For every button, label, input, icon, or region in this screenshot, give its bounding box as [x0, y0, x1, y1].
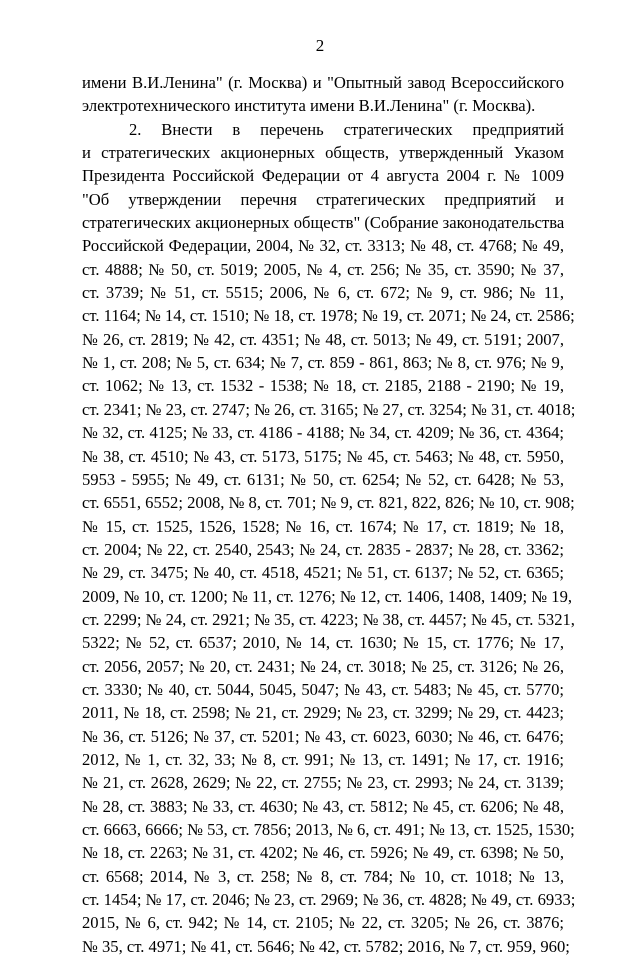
- text-line: ст. 3739; № 51, ст. 5515; 2006, № 6, ст. 672; № 9, ст. 986; № 11,: [82, 283, 564, 303]
- text-line: 5322; № 52, ст. 6537; 2010, № 14, ст. 1630; № 15, ст. 1776; № 17,: [82, 633, 564, 653]
- text-line: ст. 2341; № 23, ст. 2747; № 26, ст. 3165; № 27, ст. 3254; № 31, ст. 4018;: [82, 399, 576, 419]
- text-line: № 15, ст. 1525, 1526, 1528; № 16, ст. 1674; № 17, ст. 1819; № 18,: [82, 516, 564, 536]
- text-line: 2015, № 6, ст. 942; № 14, ст. 2105; № 22, ст. 3205; № 26, ст. 3876;: [82, 913, 564, 933]
- text-line: № 18, ст. 2263; № 31, ст. 4202; № 46, ст. 5926; № 49, ст. 6398; № 50,: [82, 843, 564, 863]
- text-line: ст. 6551, 6552; 2008, № 8, ст. 701; № 9, ст. 821, 822, 826; № 10, ст. 908;: [82, 493, 575, 513]
- text-line: ст. 1164; № 14, ст. 1510; № 18, ст. 1978; № 19, ст. 2071; № 24, ст. 2586;: [82, 306, 575, 326]
- text-line: ст. 2299; № 24, ст. 2921; № 35, ст. 4223; № 38, ст. 4457; № 45, ст. 5321,: [82, 609, 575, 629]
- text-line: ст. 6663, 6666; № 53, ст. 7856; 2013, № 6, ст. 491; № 13, ст. 1525, 1530;: [82, 820, 575, 839]
- text-line: стратегических акционерных обществ" (Собрание законодательства: [82, 213, 565, 233]
- text-line: № 32, ст. 4125; № 33, ст. 4186 - 4188; № 34, ст. 4209; № 36, ст. 4364;: [82, 423, 564, 443]
- text-line: № 21, ст. 2628, 2629; № 22, ст. 2755; № 23, ст. 2993; № 24, ст. 3139;: [82, 773, 564, 793]
- text-line: № 29, ст. 3475; № 40, ст. 4518, 4521; № 51, ст. 6137; № 52, ст. 6365;: [82, 563, 564, 583]
- text-line: ст. 6568; 2014, № 3, ст. 258; № 8, ст. 784; № 10, ст. 1018; № 13,: [82, 866, 564, 886]
- text-line: ст. 4888; № 50, ст. 5019; 2005, № 4, ст. 256; № 35, ст. 3590; № 37,: [82, 259, 564, 279]
- text-line: № 35, ст. 4971; № 41, ст. 5646; № 42, ст. 5782; 2016, № 7, ст. 959, 960;: [82, 936, 570, 956]
- text-line: 2011, № 18, ст. 2598; № 21, ст. 2929; № 23, ст. 3299; № 29, ст. 4423;: [82, 703, 564, 723]
- text-line: электротехнического института имени В.И.Ленина" (г. Москва).: [82, 96, 536, 116]
- text-line: Президента Российской Федерации от 4 августа 2004 г. № 1009: [82, 166, 564, 186]
- page-number: 2: [315, 36, 325, 55]
- text-line: 5953 - 5955; № 49, ст. 6131; № 50, ст. 6254; № 52, ст. 6428; № 53,: [82, 469, 564, 489]
- text-line: ст. 3330; № 40, ст. 5044, 5045, 5047; № 43, ст. 5483; № 45, ст. 5770;: [82, 679, 564, 699]
- text-line: № 1, ст. 208; № 5, ст. 634; № 7, ст. 859 - 861, 863; № 8, ст. 976; № 9,: [82, 353, 564, 373]
- text-line: Российской Федерации, 2004, № 32, ст. 3313; № 48, ст. 4768; № 49,: [82, 236, 564, 256]
- text-line: № 26, ст. 2819; № 42, ст. 4351; № 48, ст. 5013; № 49, ст. 5191; 2007,: [82, 329, 564, 349]
- paragraph-start-line: 2. Внести в перечень стратегических предприятий: [129, 119, 564, 139]
- body-text: [82, 71, 576, 958]
- text-line: 2009, № 10, ст. 1200; № 11, ст. 1276; № 12, ст. 1406, 1408, 1409; № 19,: [82, 586, 573, 606]
- text-line: имени В.И.Ленина" (г. Москва) и "Опытный завод Всероссийского: [82, 73, 564, 92]
- text-line: ст. 1062; № 13, ст. 1532 - 1538; № 18, ст. 2185, 2188 - 2190; № 19,: [82, 376, 564, 396]
- text-line: ст. 2056, 2057; № 20, ст. 2431; № 24, ст. 3018; № 25, ст. 3126; № 26,: [82, 656, 564, 676]
- text-line: № 28, ст. 3883; № 33, ст. 4630; № 43, ст. 5812; № 45, ст. 6206; № 48,: [82, 796, 564, 816]
- text-line: ст. 2004; № 22, ст. 2540, 2543; № 24, ст. 2835 - 2837; № 28, ст. 3362;: [82, 539, 564, 559]
- text-line: "Об утверждении перечня стратегических предприятий и: [82, 189, 564, 209]
- text-line: № 36, ст. 5126; № 37, ст. 5201; № 43, ст. 6023, 6030; № 46, ст. 6476;: [82, 726, 564, 746]
- text-line: 2012, № 1, ст. 32, 33; № 8, ст. 991; № 13, ст. 1491; № 17, ст. 1916;: [82, 749, 564, 769]
- text-line: и стратегических акционерных обществ, утвержденный Указом: [82, 143, 564, 163]
- text-line: № 38, ст. 4510; № 43, ст. 5173, 5175; № 45, ст. 5463; № 48, ст. 5950,: [82, 446, 564, 466]
- text-line: ст. 1454; № 17, ст. 2046; № 23, ст. 2969; № 36, ст. 4828; № 49, ст. 6933;: [82, 890, 576, 910]
